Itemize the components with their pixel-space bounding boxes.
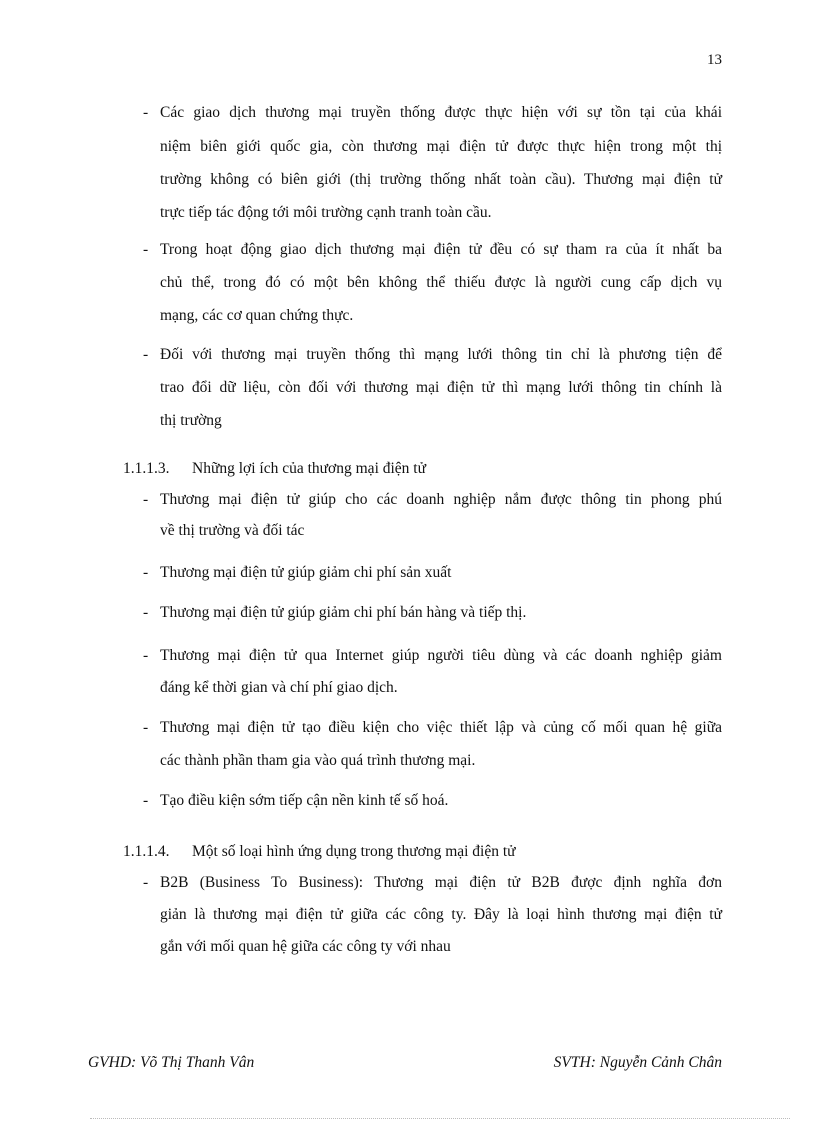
paragraph-line: Các giao dịch thương mại truyền thống được thực hiện với sự tồn tại của khái xyxy=(160,104,722,121)
bullet-dash: - xyxy=(143,874,149,891)
list-item-line: Thương mại điện tử tạo điều kiện cho việc thiết lập và củng cố mối quan hệ giữa xyxy=(160,719,722,736)
list-item-line: Tạo điều kiện sớm tiếp cận nền kinh tế số hoá. xyxy=(160,792,449,809)
section-number: 1.1.1.3. xyxy=(123,460,170,477)
list-item-line: Thương mại điện tử qua Internet giúp người tiêu dùng và các doanh nghiệp giảm xyxy=(160,647,722,664)
paragraph-line: Trong hoạt động giao dịch thương mại điện tử đều có sự tham ra của ít nhất ba xyxy=(160,241,722,258)
list-item-line: Thương mại điện tử giúp giảm chi phí sản xuất xyxy=(160,564,452,581)
list-item-line: các thành phần tham gia vào quá trình thương mại. xyxy=(160,752,476,769)
paragraph-line: chủ thể, trong đó có một bên không thể thiếu được là người cung cấp dịch vụ xyxy=(160,274,722,291)
footer-supervisor: GVHD: Võ Thị Thanh Vân xyxy=(88,1054,255,1071)
bullet-dash: - xyxy=(143,564,149,581)
paragraph-line: trực tiếp tác động tới môi trường cạnh tranh toàn cầu. xyxy=(160,204,492,221)
footer-student: SVTH: Nguyễn Cảnh Chân xyxy=(553,1054,722,1071)
list-item-line: đáng kể thời gian và chí phí giao dịch. xyxy=(160,679,398,696)
bullet-dash: - xyxy=(143,792,149,809)
list-item-line: giản là thương mại điện tử giữa các công ty. Đây là loại hình thương mại điện tử xyxy=(160,906,722,923)
bullet-dash: - xyxy=(143,104,149,121)
list-item-line: B2B (Business To Business): Thương mại điện tử B2B được định nghĩa đơn xyxy=(160,874,722,891)
paragraph-line: Đối với thương mại truyền thống thì mạng lưới thông tin chỉ là phương tiện để xyxy=(160,346,722,363)
list-item-line: gắn với mối quan hệ giữa các công ty với nhau xyxy=(160,938,451,955)
bullet-dash: - xyxy=(143,647,149,664)
paragraph-line: niệm biên giới quốc gia, còn thương mại điện tử được thực hiện trong một thị xyxy=(160,138,722,155)
bullet-dash: - xyxy=(143,346,149,363)
paragraph-line: trao đổi dữ liệu, còn đối với thương mại điện tử thì mạng lưới thông tin chính là xyxy=(160,379,722,396)
paragraph-line: trường không có biên giới (thị trường thống nhất toàn cầu). Thương mại điện tử xyxy=(160,171,722,188)
section-title: Những lợi ích của thương mại điện tử xyxy=(192,460,427,477)
section-number: 1.1.1.4. xyxy=(123,843,170,860)
bullet-dash: - xyxy=(143,719,149,736)
section-title: Một số loại hình ứng dụng trong thương mại điện tử xyxy=(192,843,516,860)
bullet-dash: - xyxy=(143,491,149,508)
page-bottom-divider xyxy=(90,1118,790,1119)
bullet-dash: - xyxy=(143,241,149,258)
bullet-dash: - xyxy=(143,604,149,621)
page-number: 13 xyxy=(707,52,722,68)
list-item-line: về thị trường và đối tác xyxy=(160,522,305,539)
paragraph-line: thị trường xyxy=(160,412,222,429)
list-item-line: Thương mại điện tử giúp giảm chi phí bán hàng và tiếp thị. xyxy=(160,604,527,621)
paragraph-line: mạng, các cơ quan chứng thực. xyxy=(160,307,354,324)
list-item-line: Thương mại điện tử giúp cho các doanh nghiệp nắm được thông tin phong phú xyxy=(160,491,722,508)
